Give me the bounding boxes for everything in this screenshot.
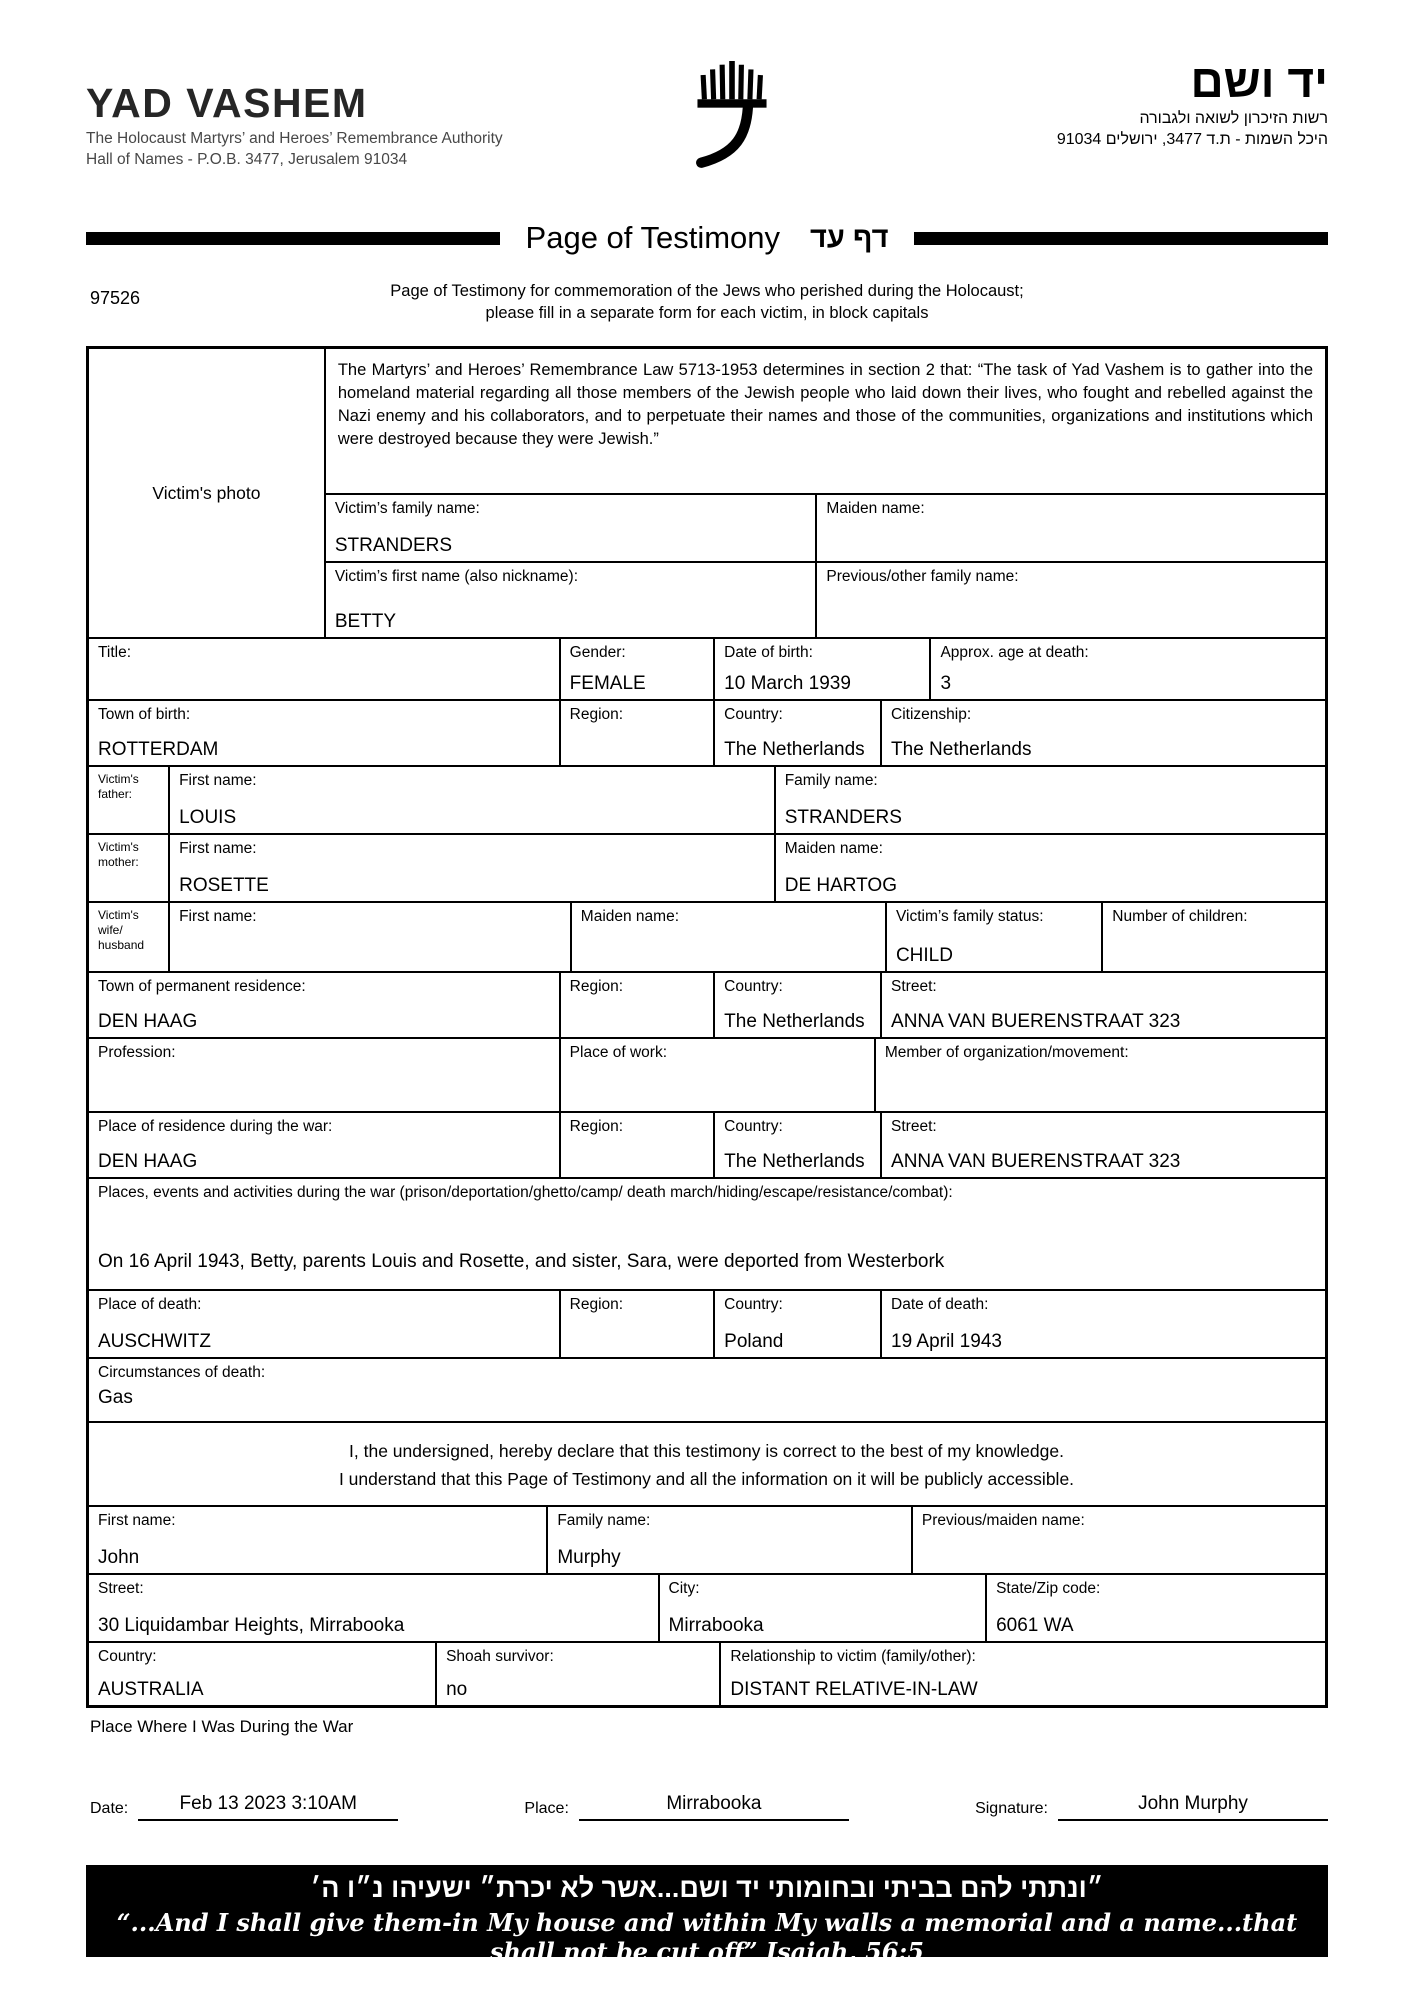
field-value: 6061 WA (996, 1615, 1074, 1636)
field-value: 10 March 1939 (724, 673, 851, 694)
field-value: Gas (98, 1386, 133, 1408)
field-value: The Netherlands (891, 739, 1032, 760)
place-during-war-note: Place Where I Was During the War (90, 1717, 354, 1736)
field-value: DEN HAAG (98, 1011, 198, 1032)
field-value: The Netherlands (724, 739, 865, 760)
org-subtitle-2: Hall of Names - P.O.B. 3477, Jerusalem 91034 (86, 151, 408, 168)
field-value (826, 611, 1315, 633)
field-label: Member of organization/movement: (884, 1044, 1129, 1061)
field-mother-first-name (168, 835, 774, 901)
field-date-of-death (880, 1291, 1325, 1357)
field-value (885, 1085, 1315, 1107)
field-label: Place of residence during the war: (98, 1118, 333, 1135)
field-war-region (559, 1113, 714, 1177)
title-bar-left (86, 232, 500, 245)
intro-line-1: Page of Testimony for commemoration of the Jews who perished during the Holocaust; (390, 282, 1024, 300)
field-profession (89, 1039, 559, 1111)
field-label: Country: (724, 1118, 783, 1135)
top-right-section (324, 349, 1325, 637)
declaration-line-1: I, the undersigned, hereby declare that this testimony is correct to the best of my knowledge. (349, 1440, 1064, 1461)
field-label: Relationship to victim (family/other): (730, 1648, 976, 1665)
field-mother-side-label (89, 835, 168, 901)
field-value: 19 April 1943 (891, 1331, 1002, 1352)
field-label: Country: (724, 978, 783, 995)
field-value: 3 (940, 673, 952, 694)
field-title (89, 639, 559, 699)
field-submitter-street (89, 1575, 658, 1641)
row-title-gender-dob (89, 637, 1325, 699)
field-war-events (89, 1179, 1325, 1289)
declaration-text (89, 1423, 1325, 1505)
org-subtitle-hebrew-2: היכל השמות - ת.ד 3477, ירושלים 91034 (1056, 130, 1328, 148)
field-label: Places, events and activities during the war (prison/deportation/ghetto/camp/ death march/hiding/escape/resistance/combat): (98, 1184, 953, 1201)
field-value (570, 1011, 704, 1033)
field-mother-maiden-name (774, 835, 1325, 901)
field-value (570, 739, 704, 761)
field-label: Citizenship: (891, 706, 972, 723)
field-value: Poland (724, 1331, 784, 1352)
field-region-of-birth (559, 701, 714, 765)
field-value: The Netherlands (724, 1011, 865, 1032)
field-permanent-town (89, 973, 559, 1037)
field-label: Street: (98, 1580, 144, 1597)
field-father-side-label (89, 767, 168, 833)
field-label: Gender: (569, 644, 626, 661)
field-label: Family name: (557, 1512, 651, 1529)
field-label: Country: (724, 706, 783, 723)
yad-vashem-menorah-logo-icon (690, 54, 774, 183)
field-maiden-name (815, 495, 1325, 561)
field-relationship-to-victim (719, 1643, 1325, 1705)
field-label: Victim's father: (98, 772, 139, 801)
field-label: Region: (569, 706, 624, 723)
row-place-of-death (89, 1289, 1325, 1357)
field-value (922, 1547, 1315, 1569)
field-value: AUSTRALIA (98, 1679, 204, 1700)
title-bar-right (914, 232, 1328, 245)
field-family-name (326, 495, 816, 561)
field-label: Maiden name: (580, 908, 680, 925)
field-number-of-children (1101, 903, 1325, 971)
field-label: Place of work: (569, 1044, 668, 1061)
field-value (570, 1151, 704, 1173)
date-label: Date: (90, 1800, 129, 1817)
field-label: Previous/maiden name: (921, 1512, 1085, 1529)
field-value (581, 945, 875, 967)
field-label: City: (668, 1580, 700, 1597)
victim-photo-placeholder (89, 349, 324, 637)
field-citizenship (880, 701, 1325, 765)
field-label: Victim's wife/ husband (98, 908, 145, 952)
intro-text (86, 280, 1328, 325)
field-label: Victim's mother: (98, 840, 139, 869)
field-value (98, 1085, 549, 1107)
org-block-he (908, 54, 1328, 149)
field-previous-family-name (815, 563, 1325, 637)
field-value (826, 535, 1315, 557)
field-label: Place of death: (98, 1296, 202, 1313)
field-submitter-family-name (546, 1507, 911, 1573)
row-victims-spouse (89, 901, 1325, 971)
field-value: Murphy (557, 1547, 621, 1568)
field-label: State/Zip code: (996, 1580, 1101, 1597)
org-name-hebrew: יד ושם (1190, 55, 1328, 107)
field-value: no (446, 1679, 468, 1700)
victim-photo-label: Victim's photo (152, 482, 261, 503)
field-father-first-name (168, 767, 774, 833)
date-value: Feb 13 2023 3:10AM (138, 1793, 398, 1821)
org-name: YAD VASHEM (86, 80, 368, 126)
field-value: FEMALE (569, 673, 646, 694)
field-value: ROTTERDAM (98, 739, 219, 760)
field-shoah-survivor (435, 1643, 719, 1705)
field-label: Region: (569, 1118, 624, 1135)
field-label: Shoah survivor: (446, 1648, 554, 1665)
row-war-events (89, 1177, 1325, 1289)
signature-label: Signature: (975, 1800, 1048, 1817)
field-country-of-birth (713, 701, 880, 765)
field-spouse-maiden-name (570, 903, 885, 971)
field-spouse-side-label (89, 903, 168, 971)
row-town-of-birth (89, 699, 1325, 765)
field-label: First name: (179, 840, 257, 857)
field-value: 30 Liquidambar Heights, Mirrabooka (98, 1615, 405, 1636)
footer-verse-english: “...And I shall give them-in My house and within My walls a memorial and a name...that shall not be cut off” Isaiah, 56:5 (116, 1907, 1298, 1966)
field-value: ANNA VAN BUERENSTRAAT 323 (891, 1151, 1181, 1172)
field-label: Approx. age at death: (940, 644, 1089, 661)
field-label: Maiden name: (826, 500, 925, 517)
header (86, 54, 1328, 204)
field-value (570, 1085, 864, 1107)
field-war-street (880, 1113, 1325, 1177)
field-value (1112, 945, 1315, 967)
footer-verse-hebrew: ״ונתתי להם בביתי ובחומותי יד ושם...אשר לא יכרת״ ישעיהו נ״ו ה׳ (310, 1873, 1104, 1903)
remembrance-law-text: The Martyrs’ and Heroes’ Remembrance Law 5713-1953 determines in section 2 that: “The task of Yad Vashem is to gather into the homeland material regarding all those members of the Jewish people who laid down their lives, who fought and rebelled against the Nazi enemy and his collaborators, and to perpetuate their names and those of the communities, organizations and institutions which were destroyed because they were Jewish.” (337, 361, 1313, 449)
field-label: Region: (569, 1296, 624, 1313)
row-submitter-name (89, 1505, 1325, 1573)
field-value: The Netherlands (724, 1151, 865, 1172)
field-value: Mirrabooka (668, 1615, 764, 1636)
org-subtitle-hebrew-1: רשות הזיכרון לשואה ולגבורה (1139, 109, 1328, 127)
field-value (570, 1331, 704, 1353)
page-title (500, 220, 915, 256)
row-victims-father (89, 765, 1325, 833)
row-declaration (89, 1421, 1325, 1505)
place-item (520, 1793, 848, 1821)
field-label: Country: (724, 1296, 783, 1313)
signature-value: John Murphy (1058, 1793, 1328, 1821)
row-profession (89, 1037, 1325, 1111)
row-victim-family-name (326, 493, 1325, 561)
title-band (86, 220, 1328, 256)
field-value: DISTANT RELATIVE-IN-LAW (730, 1679, 978, 1700)
field-spouse-first-name (168, 903, 570, 971)
field-value: John (98, 1547, 140, 1568)
field-value (98, 673, 549, 695)
field-label: Town of birth: (98, 706, 191, 723)
field-label: Maiden name: (784, 840, 883, 857)
field-label: Country: (98, 1648, 157, 1665)
declaration-line-2: I understand that this Page of Testimony and all the information on it will be publicly accessible. (338, 1468, 1075, 1489)
field-label: Street: (891, 978, 937, 995)
date-item (86, 1793, 398, 1821)
field-label: Family name: (784, 772, 878, 789)
field-death-country (713, 1291, 880, 1357)
field-war-country (713, 1113, 880, 1177)
field-family-status (885, 903, 1101, 971)
field-value: CHILD (895, 945, 953, 966)
signature-row (86, 1793, 1328, 1821)
field-value: AUSCHWITZ (98, 1331, 211, 1352)
field-label: First name: (98, 1512, 176, 1529)
row-submitter-address (89, 1573, 1325, 1641)
field-member-of-organization (874, 1039, 1325, 1111)
field-label: Town of permanent residence: (98, 978, 306, 995)
field-label: Date of birth: (724, 644, 813, 661)
top-section (89, 349, 1325, 637)
field-value: STRANDERS (334, 535, 453, 556)
field-war-residence-place (89, 1113, 559, 1177)
row-permanent-residence (89, 971, 1325, 1037)
field-label: Street: (891, 1118, 937, 1135)
field-value: DE HARTOG (784, 875, 897, 896)
field-value: BETTY (334, 611, 397, 632)
row-victims-mother (89, 833, 1325, 901)
field-place-of-work (559, 1039, 874, 1111)
field-value: ROSETTE (179, 875, 269, 896)
field-submitter-first-name (89, 1507, 546, 1573)
field-death-region (559, 1291, 714, 1357)
field-date-of-birth (713, 639, 929, 699)
page-title-he: דף עד (810, 221, 889, 254)
form-number: 97526 (90, 288, 141, 308)
field-label: Victim’s family name: (334, 500, 480, 517)
field-value: STRANDERS (784, 807, 902, 828)
field-label: Victim’s first name (also nickname): (334, 568, 579, 585)
field-father-family-name (774, 767, 1325, 833)
field-permanent-street (880, 973, 1325, 1037)
row-war-residence (89, 1111, 1325, 1177)
field-value (179, 945, 560, 967)
field-label: Circumstances of death: (98, 1364, 266, 1381)
intro-line-2: please fill in a separate form for each victim, in block capitals (485, 304, 929, 323)
field-age-at-death (929, 639, 1325, 699)
field-label: First name: (179, 908, 257, 925)
field-value: ANNA VAN BUERENSTRAAT 323 (891, 1011, 1181, 1032)
field-label: Region: (569, 978, 624, 995)
field-value: LOUIS (179, 807, 237, 828)
field-label: First name: (179, 772, 257, 789)
field-circumstances-of-death (89, 1359, 1325, 1421)
org-subtitle-1: The Holocaust Martyrs’ and Heroes’ Remembrance Authority (86, 130, 503, 147)
field-permanent-region (559, 973, 714, 1037)
field-submitter-previous-name (911, 1507, 1325, 1573)
field-submitter-country (89, 1643, 435, 1705)
row-submitter-country (89, 1641, 1325, 1705)
field-label: Date of death: (891, 1296, 989, 1313)
field-town-of-birth (89, 701, 559, 765)
field-label: Profession: (98, 1044, 176, 1061)
field-value: DEN HAAG (98, 1151, 198, 1172)
signature-item (971, 1793, 1328, 1821)
footer-verse-bar (86, 1865, 1328, 1966)
field-label: Victim’s family status: (895, 908, 1044, 925)
page-title-en: Page of Testimony (525, 220, 781, 255)
field-submitter-zip (985, 1575, 1325, 1641)
field-value: On 16 April 1943, Betty, parents Louis and Rosette, and sister, Sara, were deported from Westerbork (98, 1251, 945, 1272)
field-label: Number of children: (1112, 908, 1248, 925)
place-value: Mirrabooka (579, 1793, 849, 1821)
row-circumstances-of-death (89, 1357, 1325, 1421)
field-permanent-country (713, 973, 880, 1037)
field-label: Previous/other family name: (826, 568, 1019, 585)
field-label: Title: (98, 644, 132, 661)
field-place-of-death (89, 1291, 559, 1357)
field-gender (559, 639, 714, 699)
field-submitter-city (658, 1575, 986, 1641)
field-first-name (326, 563, 816, 637)
place-label: Place: (524, 1800, 569, 1817)
org-block-en (86, 54, 556, 169)
intro-section (86, 280, 1328, 328)
testimony-form (86, 346, 1328, 1708)
row-victim-first-name (326, 561, 1325, 637)
